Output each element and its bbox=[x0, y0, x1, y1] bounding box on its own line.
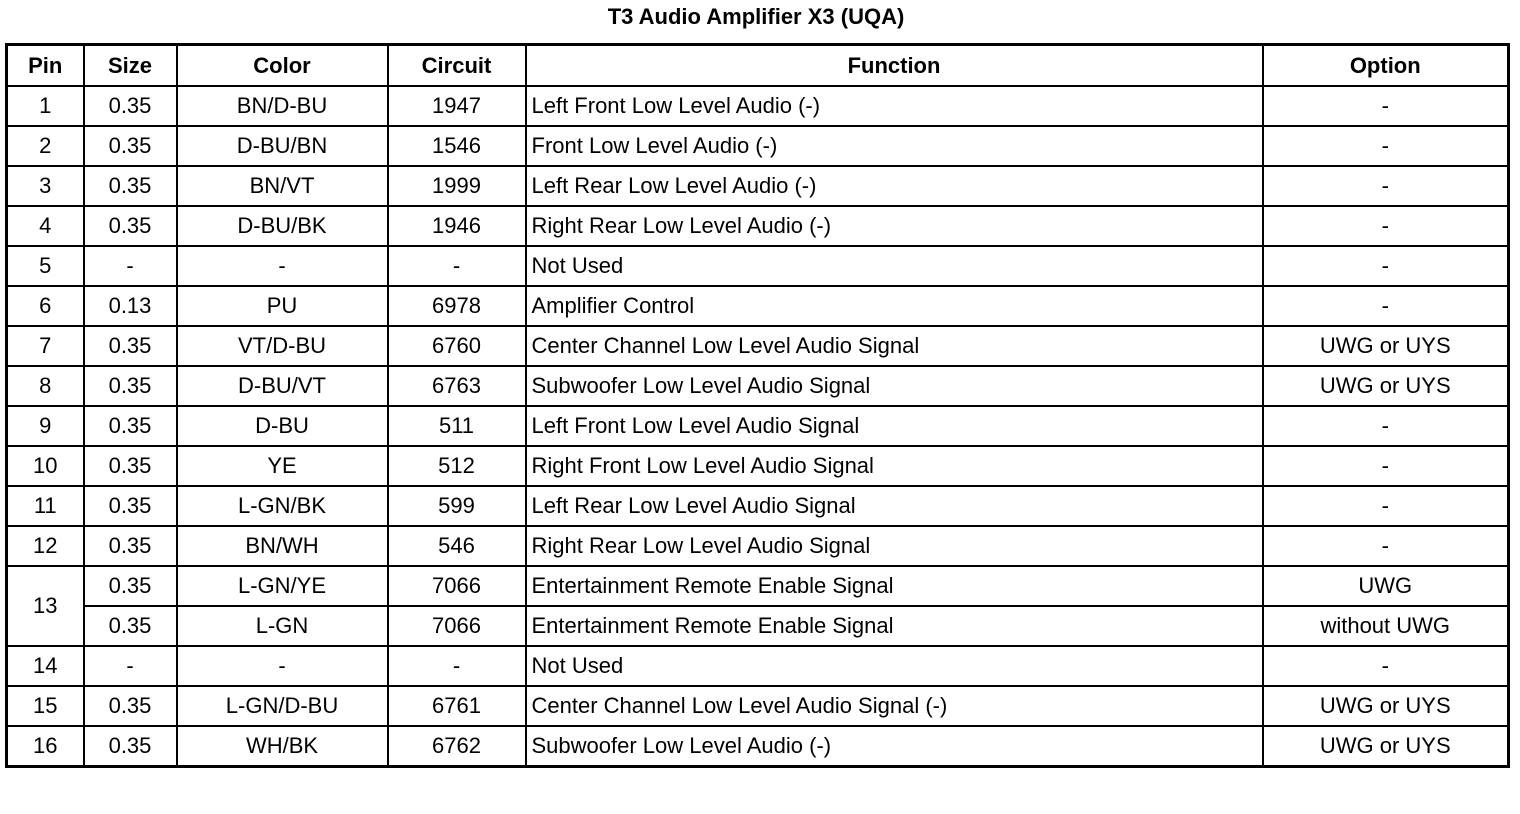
pin-cell: 2 bbox=[7, 126, 84, 166]
pin-cell: 15 bbox=[7, 686, 84, 726]
color-cell: L-GN/BK bbox=[177, 486, 388, 526]
pin-cell: 10 bbox=[7, 446, 84, 486]
page-title: T3 Audio Amplifier X3 (UQA) bbox=[607, 4, 905, 29]
option-cell: - bbox=[1263, 86, 1509, 126]
table-row bbox=[7, 726, 1509, 767]
function-cell: Subwoofer Low Level Audio Signal bbox=[526, 366, 1263, 406]
table-row bbox=[7, 686, 1509, 726]
column-header-circuit: Circuit bbox=[388, 45, 526, 87]
size-cell: 0.35 bbox=[84, 686, 177, 726]
function-cell: Center Channel Low Level Audio Signal (-) bbox=[526, 686, 1263, 726]
circuit-cell: 1546 bbox=[388, 126, 526, 166]
option-cell: UWG or UYS bbox=[1263, 726, 1509, 767]
size-cell: 0.35 bbox=[84, 326, 177, 366]
function-cell: Not Used bbox=[526, 246, 1263, 286]
pin-cell: 4 bbox=[7, 206, 84, 246]
function-cell: Right Rear Low Level Audio Signal bbox=[526, 526, 1263, 566]
table-row bbox=[7, 486, 1509, 526]
color-cell: - bbox=[177, 246, 388, 286]
color-cell: BN/D-BU bbox=[177, 86, 388, 126]
option-cell: - bbox=[1263, 166, 1509, 206]
pin-cell: 13 bbox=[7, 566, 84, 646]
option-cell: - bbox=[1263, 126, 1509, 166]
pin-cell: 12 bbox=[7, 526, 84, 566]
circuit-cell: 1947 bbox=[388, 86, 526, 126]
size-cell: 0.35 bbox=[84, 206, 177, 246]
circuit-cell: - bbox=[388, 246, 526, 286]
option-cell: UWG or UYS bbox=[1263, 366, 1509, 406]
circuit-cell: - bbox=[388, 646, 526, 686]
circuit-cell: 6762 bbox=[388, 726, 526, 767]
pin-cell: 16 bbox=[7, 726, 84, 767]
option-cell: UWG or UYS bbox=[1263, 326, 1509, 366]
circuit-cell: 511 bbox=[388, 406, 526, 446]
size-cell: 0.35 bbox=[84, 566, 177, 606]
color-cell: YE bbox=[177, 446, 388, 486]
circuit-cell: 7066 bbox=[388, 606, 526, 646]
circuit-cell: 7066 bbox=[388, 566, 526, 606]
table-row bbox=[7, 446, 1509, 486]
option-cell: UWG or UYS bbox=[1263, 686, 1509, 726]
size-cell: 0.35 bbox=[84, 86, 177, 126]
column-header-pin: Pin bbox=[7, 45, 84, 87]
option-cell: UWG bbox=[1263, 566, 1509, 606]
table-row bbox=[7, 566, 1509, 606]
size-cell: - bbox=[84, 246, 177, 286]
function-cell: Right Front Low Level Audio Signal bbox=[526, 446, 1263, 486]
option-cell: - bbox=[1263, 486, 1509, 526]
circuit-cell: 1999 bbox=[388, 166, 526, 206]
option-cell: without UWG bbox=[1263, 606, 1509, 646]
function-cell: Right Rear Low Level Audio (-) bbox=[526, 206, 1263, 246]
color-cell: PU bbox=[177, 286, 388, 326]
size-cell: - bbox=[84, 646, 177, 686]
circuit-cell: 599 bbox=[388, 486, 526, 526]
option-cell: - bbox=[1263, 206, 1509, 246]
option-cell: - bbox=[1263, 406, 1509, 446]
size-cell: 0.35 bbox=[84, 406, 177, 446]
option-cell: - bbox=[1263, 286, 1509, 326]
function-cell: Entertainment Remote Enable Signal bbox=[526, 606, 1263, 646]
pin-cell: 14 bbox=[7, 646, 84, 686]
size-cell: 0.13 bbox=[84, 286, 177, 326]
color-cell: WH/BK bbox=[177, 726, 388, 767]
color-cell: L-GN bbox=[177, 606, 388, 646]
column-header-option: Option bbox=[1263, 45, 1509, 87]
option-cell: - bbox=[1263, 446, 1509, 486]
function-cell: Left Front Low Level Audio Signal bbox=[526, 406, 1263, 446]
color-cell: BN/WH bbox=[177, 526, 388, 566]
circuit-cell: 512 bbox=[388, 446, 526, 486]
circuit-cell: 546 bbox=[388, 526, 526, 566]
size-cell: 0.35 bbox=[84, 526, 177, 566]
column-header-function: Function bbox=[526, 45, 1263, 87]
color-cell: - bbox=[177, 646, 388, 686]
table-row bbox=[7, 86, 1509, 126]
table-row bbox=[7, 286, 1509, 326]
pin-cell: 11 bbox=[7, 486, 84, 526]
table-row bbox=[7, 526, 1509, 566]
function-cell: Left Front Low Level Audio (-) bbox=[526, 86, 1263, 126]
pin-cell: 3 bbox=[7, 166, 84, 206]
column-header-color: Color bbox=[177, 45, 388, 87]
pin-cell: 9 bbox=[7, 406, 84, 446]
function-cell: Front Low Level Audio (-) bbox=[526, 126, 1263, 166]
table-row bbox=[7, 326, 1509, 366]
size-cell: 0.35 bbox=[84, 606, 177, 646]
circuit-cell: 6760 bbox=[388, 326, 526, 366]
header-row bbox=[7, 45, 1509, 87]
size-cell: 0.35 bbox=[84, 486, 177, 526]
color-cell: D-BU bbox=[177, 406, 388, 446]
pin-cell: 5 bbox=[7, 246, 84, 286]
option-cell: - bbox=[1263, 246, 1509, 286]
color-cell: BN/VT bbox=[177, 166, 388, 206]
function-cell: Left Rear Low Level Audio Signal bbox=[526, 486, 1263, 526]
option-cell: - bbox=[1263, 526, 1509, 566]
size-cell: 0.35 bbox=[84, 166, 177, 206]
table-row bbox=[7, 366, 1509, 406]
circuit-cell: 6763 bbox=[388, 366, 526, 406]
color-cell: D-BU/BK bbox=[177, 206, 388, 246]
table-row bbox=[7, 406, 1509, 446]
function-cell: Left Rear Low Level Audio (-) bbox=[526, 166, 1263, 206]
function-cell: Entertainment Remote Enable Signal bbox=[526, 566, 1263, 606]
size-cell: 0.35 bbox=[84, 126, 177, 166]
table-row bbox=[7, 646, 1509, 686]
function-cell: Not Used bbox=[526, 646, 1263, 686]
size-cell: 0.35 bbox=[84, 726, 177, 767]
size-cell: 0.35 bbox=[84, 366, 177, 406]
circuit-cell: 6978 bbox=[388, 286, 526, 326]
table-row bbox=[7, 206, 1509, 246]
table-row bbox=[7, 126, 1509, 166]
color-cell: L-GN/YE bbox=[177, 566, 388, 606]
pin-cell: 6 bbox=[7, 286, 84, 326]
function-cell: Center Channel Low Level Audio Signal bbox=[526, 326, 1263, 366]
color-cell: D-BU/VT bbox=[177, 366, 388, 406]
pin-cell: 8 bbox=[7, 366, 84, 406]
color-cell: L-GN/D-BU bbox=[177, 686, 388, 726]
table-row bbox=[7, 246, 1509, 286]
option-cell: - bbox=[1263, 646, 1509, 686]
table-row bbox=[7, 166, 1509, 206]
table-row bbox=[7, 606, 1509, 646]
color-cell: VT/D-BU bbox=[177, 326, 388, 366]
circuit-cell: 1946 bbox=[388, 206, 526, 246]
function-cell: Subwoofer Low Level Audio (-) bbox=[526, 726, 1263, 767]
function-cell: Amplifier Control bbox=[526, 286, 1263, 326]
color-cell: D-BU/BN bbox=[177, 126, 388, 166]
size-cell: 0.35 bbox=[84, 446, 177, 486]
pin-cell: 7 bbox=[7, 326, 84, 366]
column-header-size: Size bbox=[84, 45, 177, 87]
pin-cell: 1 bbox=[7, 86, 84, 126]
circuit-cell: 6761 bbox=[388, 686, 526, 726]
pinout-table bbox=[5, 43, 1510, 768]
